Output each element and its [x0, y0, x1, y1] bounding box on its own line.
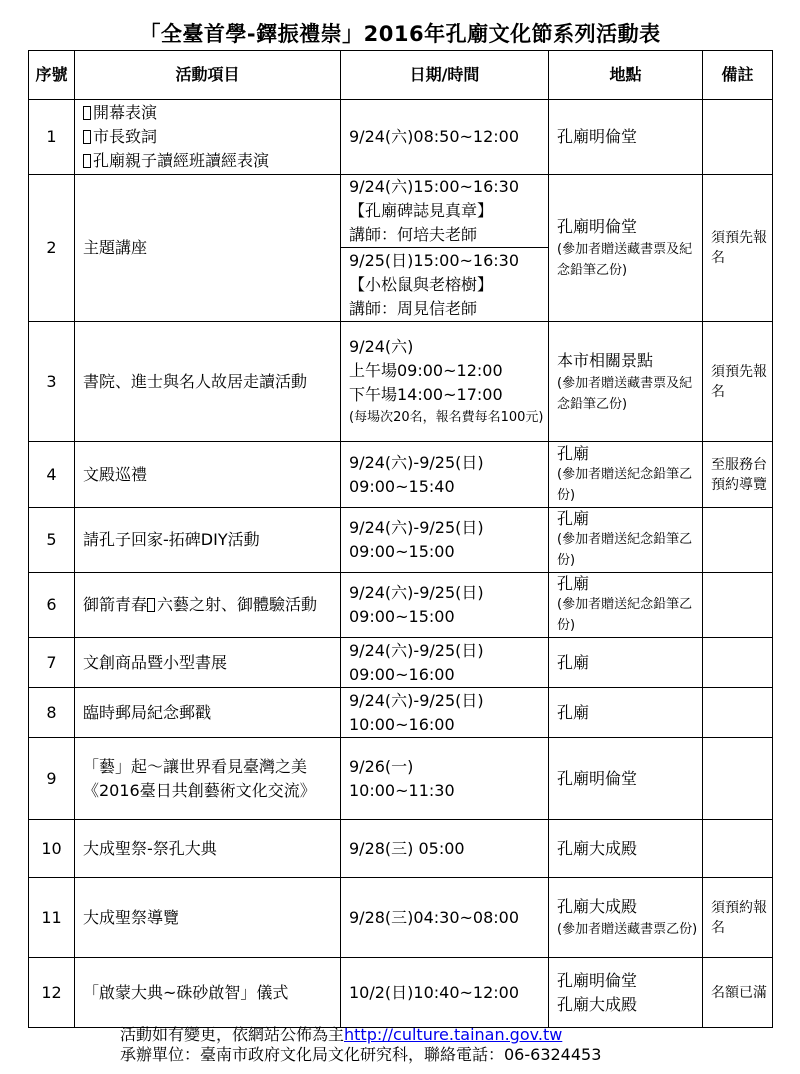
row-place: 孔廟大成殿 [549, 820, 703, 878]
table-row [29, 638, 773, 688]
header-date: 日期/時間 [341, 51, 549, 100]
table-row [29, 322, 773, 442]
row-activity: 書院、進士與名人故居走讀活動 [75, 322, 341, 442]
row-date: 9/24(六) 上午場09:00~12:00 下午場14:00~17:00 (每場次20名，報名費每名100元) [341, 322, 549, 442]
table-row [29, 100, 773, 175]
schedule-table [28, 50, 773, 1028]
row-no: 2 [29, 175, 75, 322]
row-place: 孔廟 [549, 638, 703, 688]
header-activity: 活動項目 [75, 51, 341, 100]
row-date-session-1: 9/24(六)15:00~16:30 【孔廟碑誌見真章】 講師：何培夫老師 [341, 175, 549, 248]
row-date: 9/24(六)-9/25(日) 09:00~15:40 [341, 442, 549, 508]
table-row [29, 738, 773, 820]
row-place: 孔廟明倫堂 [549, 100, 703, 175]
checkbox-icon [83, 130, 91, 144]
header-no: 序號 [29, 51, 75, 100]
header-place: 地點 [549, 51, 703, 100]
row-activity: 大成聖祭-祭孔大典 [75, 820, 341, 878]
row-activity: 文創商品暨小型書展 [75, 638, 341, 688]
row-activity: 大成聖祭導覽 [75, 878, 341, 958]
row-place: 孔廟大成殿 (參加者贈送藏書票乙份) [549, 878, 703, 958]
row-date: 9/24(六)-9/25(日) 09:00~16:00 [341, 638, 549, 688]
footer [120, 1025, 601, 1065]
row-note [703, 573, 773, 638]
row-no: 7 [29, 638, 75, 688]
row-activity: 「藝」起～讓世界看見臺灣之美《2016臺日共創藝術文化交流》 [75, 738, 341, 820]
row-no: 5 [29, 508, 75, 573]
row-no: 4 [29, 442, 75, 508]
row-place: 孔廟明倫堂 孔廟大成殿 [549, 958, 703, 1028]
table-row [29, 958, 773, 1028]
row-no: 1 [29, 100, 75, 175]
table-row [29, 442, 773, 508]
row-no: 8 [29, 688, 75, 738]
row-place: 本市相關景點 (參加者贈送藏書票及紀念鉛筆乙份) [549, 322, 703, 442]
row-activity: 「啟蒙大典~硃砂啟智」儀式 [75, 958, 341, 1028]
row-activity: 請孔子回家-拓碑DIY活動 [75, 508, 341, 573]
row-note: 須預先報名 [703, 322, 773, 442]
row-note [703, 688, 773, 738]
row-note: 至服務台預約導覽 [703, 442, 773, 508]
table-row [29, 573, 773, 638]
row-activity: 文殿巡禮 [75, 442, 341, 508]
row-note: 須預先報名 [703, 175, 773, 322]
footer-organizer: 承辦單位：臺南市政府文化局文化研究科，聯絡電話：06-6324453 [120, 1045, 602, 1064]
row-date: 9/26(一) 10:00~11:30 [341, 738, 549, 820]
checkbox-icon [147, 598, 155, 612]
row-no: 11 [29, 878, 75, 958]
row-no: 10 [29, 820, 75, 878]
row-note [703, 820, 773, 878]
row-note [703, 100, 773, 175]
header-note: 備註 [703, 51, 773, 100]
row-date: 9/24(六)-9/25(日) 09:00~15:00 [341, 508, 549, 573]
row-date: 9/28(三)04:30~08:00 [341, 878, 549, 958]
table-row [29, 175, 773, 248]
row-note: 須預約報名 [703, 878, 773, 958]
website-link[interactable]: http://culture.tainan.gov.tw [344, 1025, 563, 1044]
row-place: 孔廟明倫堂 [549, 738, 703, 820]
row-activity: 開幕表演 市長致詞 孔廟親子讀經班讀經表演 [75, 100, 341, 175]
page-title: 「全臺首學-鐸振禮崇」2016年孔廟文化節系列活動表 [139, 22, 661, 46]
row-no: 3 [29, 322, 75, 442]
table-row [29, 508, 773, 573]
table-row [29, 878, 773, 958]
row-place: 孔廟 [549, 688, 703, 738]
row-activity: 主題講座 [75, 175, 341, 322]
row-no: 12 [29, 958, 75, 1028]
row-date: 10/2(日)10:40~12:00 [341, 958, 549, 1028]
row-place: 孔廟 (參加者贈送紀念鉛筆乙份) [549, 508, 703, 573]
row-date: 9/24(六)08:50~12:00 [341, 100, 549, 175]
table-row [29, 820, 773, 878]
row-place: 孔廟明倫堂 (參加者贈送藏書票及紀念鉛筆乙份) [549, 175, 703, 322]
footer-notice: 活動如有變更，依網站公佈為主http://culture.tainan.gov.tw [120, 1025, 563, 1044]
table-header-row [29, 51, 773, 100]
row-no: 9 [29, 738, 75, 820]
row-note [703, 738, 773, 820]
row-place: 孔廟 (參加者贈送紀念鉛筆乙份) [549, 442, 703, 508]
row-date: 9/24(六)-9/25(日) 09:00~15:00 [341, 573, 549, 638]
row-note [703, 508, 773, 573]
row-no: 6 [29, 573, 75, 638]
row-date: 9/28(三) 05:00 [341, 820, 549, 878]
row-date: 9/24(六)-9/25(日) 10:00~16:00 [341, 688, 549, 738]
table-row [29, 688, 773, 738]
row-activity: 御箭青春 六藝之射、御體驗活動 [75, 573, 341, 638]
row-place: 孔廟 (參加者贈送紀念鉛筆乙份) [549, 573, 703, 638]
row-note: 名額已滿 [703, 958, 773, 1028]
checkbox-icon [83, 154, 91, 168]
row-activity: 臨時郵局紀念郵戳 [75, 688, 341, 738]
checkbox-icon [83, 106, 91, 120]
row-date-session-2: 9/25(日)15:00~16:30 【小松鼠與老榕樹】 講師：周見信老師 [341, 248, 549, 322]
row-note [703, 638, 773, 688]
